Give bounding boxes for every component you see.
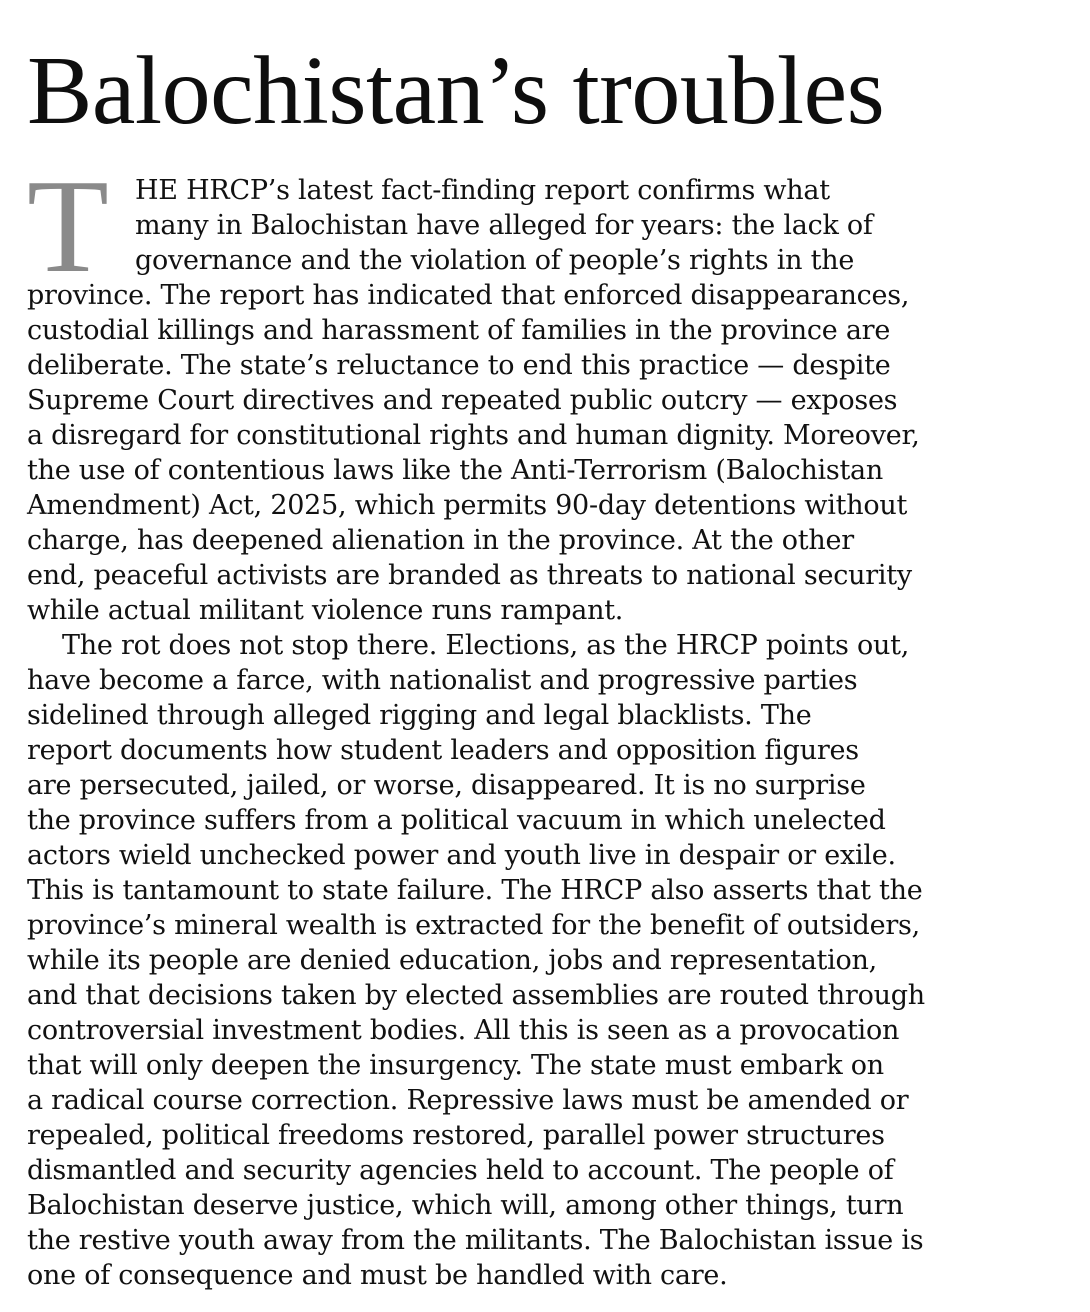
body-line: the restive youth away from the militants. The Balochistan issue is <box>27 1225 924 1256</box>
body-line: are persecuted, jailed, or worse, disappeared. It is no surprise <box>27 770 866 801</box>
body-line: custodial killings and harassment of families in the province are <box>27 315 891 346</box>
body-line: dismantled and security agencies held to account. The people of <box>27 1155 894 1186</box>
body-line: end, peaceful activists are branded as threats to national security <box>27 560 912 591</box>
body-line: a disregard for constitutional rights and human dignity. Moreover, <box>27 420 920 451</box>
body-line: one of consequence and must be handled with care. <box>27 1260 728 1291</box>
article-headline: Balochistan’s troubles <box>27 37 885 145</box>
body-line: the use of contentious laws like the Anti-Terrorism (Balochistan <box>27 455 884 486</box>
body-line: report documents how student leaders and opposition figures <box>27 735 859 766</box>
article-body <box>27 152 1077 1293</box>
body-line: many in Balochistan have alleged for years: the lack of <box>135 210 873 241</box>
body-line: while actual militant violence runs rampant. <box>27 595 624 626</box>
body-line: Balochistan deserve justice, which will, among other things, turn <box>27 1190 904 1221</box>
drop-cap: T <box>27 152 109 300</box>
body-line: HE HRCP’s latest fact-finding report confirms what <box>135 175 830 206</box>
body-line: while its people are denied education, jobs and representation, <box>27 945 878 976</box>
body-line: The rot does not stop there. Elections, as the HRCP points out, <box>62 630 910 661</box>
body-line: and that decisions taken by elected assemblies are routed through <box>27 980 925 1011</box>
body-line: deliberate. The state’s reluctance to end this practice — despite <box>27 350 891 381</box>
body-line: repealed, political freedoms restored, parallel power structures <box>27 1120 885 1151</box>
body-line: governance and the violation of people’s rights in the <box>135 245 855 276</box>
body-line: This is tantamount to state failure. The HRCP also asserts that the <box>27 875 923 906</box>
body-line: the province suffers from a political vacuum in which unelected <box>27 805 886 836</box>
body-line: actors wield unchecked power and youth live in despair or exile. <box>27 840 896 871</box>
body-line: Amendment) Act, 2025, which permits 90-day detentions without <box>27 490 908 521</box>
body-line: a radical course correction. Repressive laws must be amended or <box>27 1085 909 1116</box>
body-line: province. The report has indicated that enforced disappearances, <box>27 280 910 311</box>
body-line: that will only deepen the insurgency. The state must embark on <box>27 1050 884 1081</box>
body-line: have become a farce, with nationalist and progressive parties <box>27 665 858 696</box>
body-line: controversial investment bodies. All this is seen as a provocation <box>27 1015 900 1046</box>
body-line: charge, has deepened alienation in the province. At the other <box>27 525 854 556</box>
body-line: Supreme Court directives and repeated public outcry — exposes <box>27 385 898 416</box>
body-line: sidelined through alleged rigging and legal blacklists. The <box>27 700 812 731</box>
body-line: province’s mineral wealth is extracted for the benefit of outsiders, <box>27 910 920 941</box>
